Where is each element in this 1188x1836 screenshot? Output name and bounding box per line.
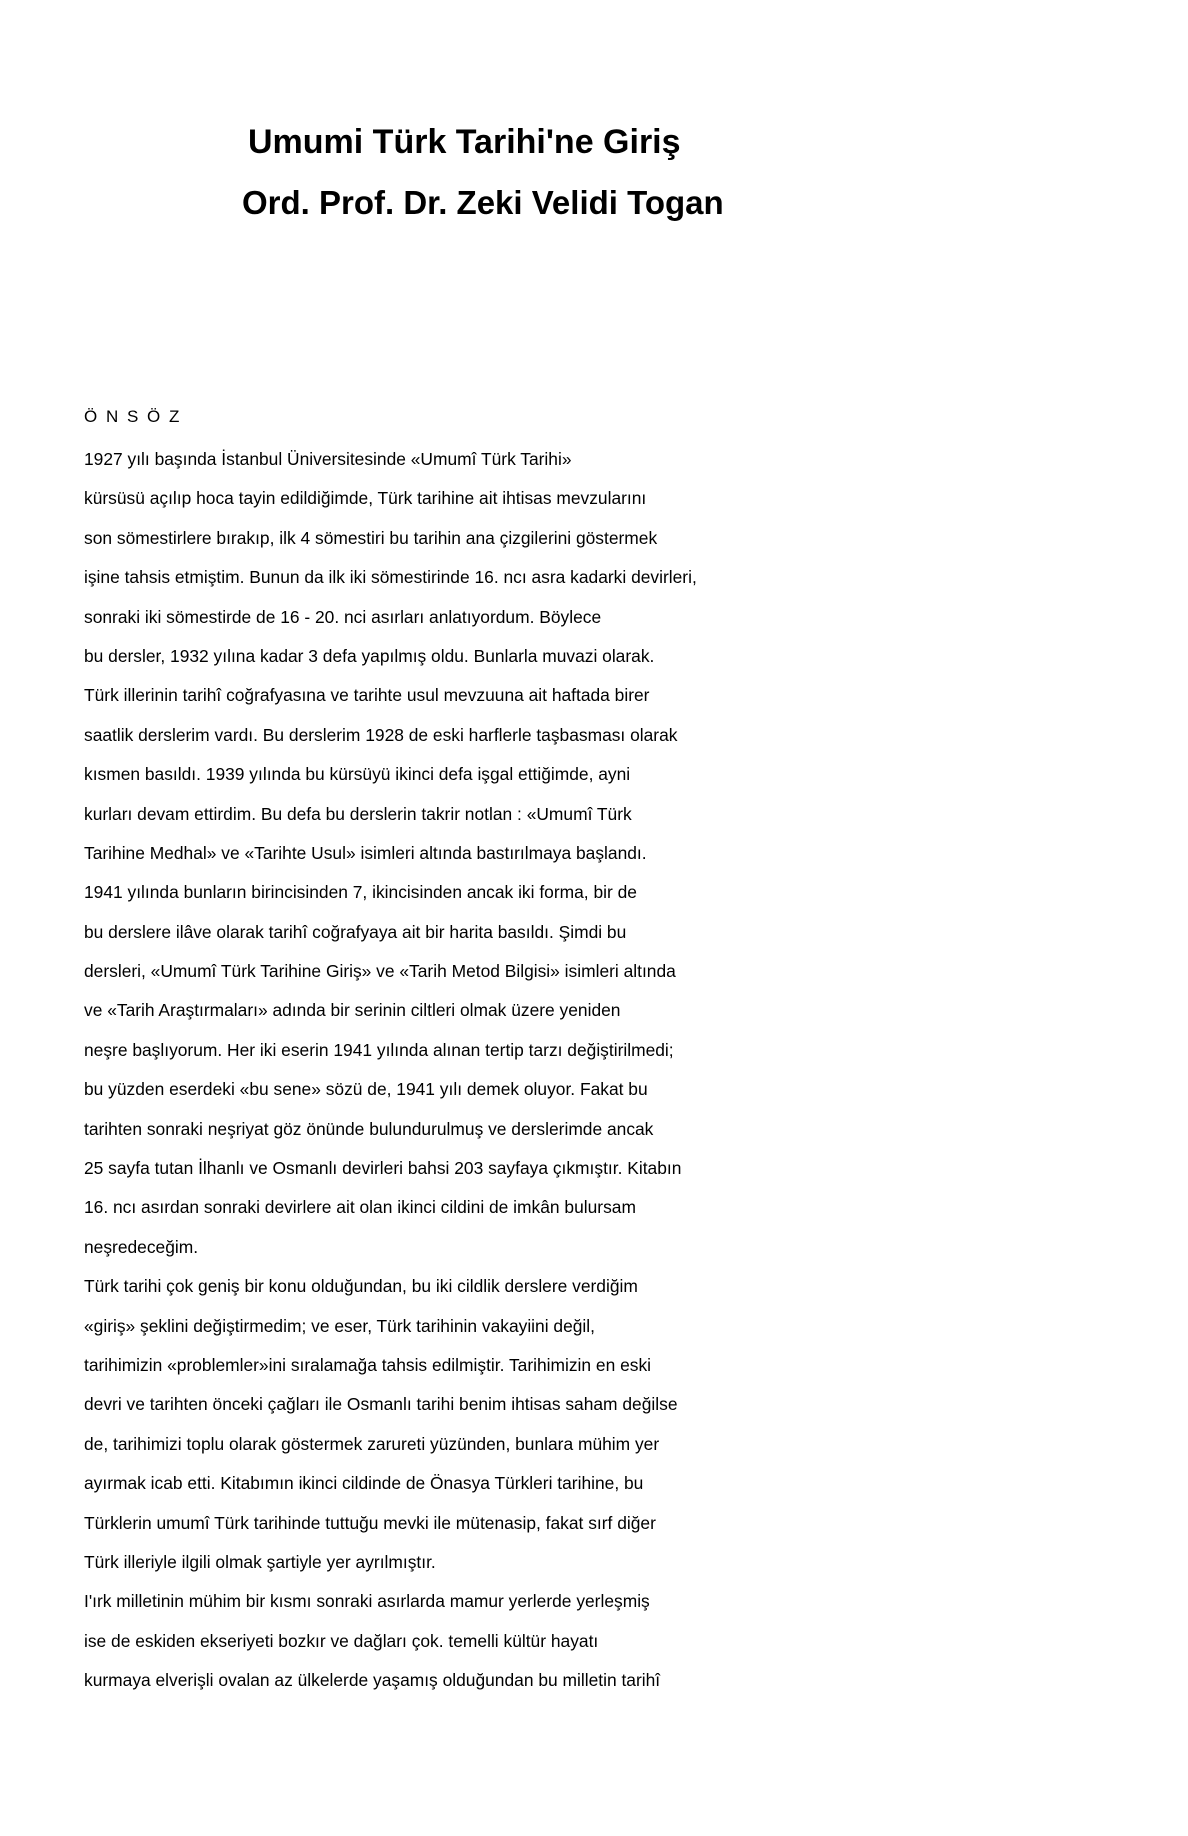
body-text: [84, 440, 1104, 1701]
text-line: Türk illeriyle ilgili olmak şartiyle yer ayrılmıştır.: [84, 1551, 436, 1572]
text-line: bu dersler, 1932 yılına kadar 3 defa yapılmış oldu. Bunlarla muvazi olarak.: [84, 645, 655, 666]
document-author: Ord. Prof. Dr. Zeki Velidi Togan: [242, 184, 724, 221]
text-line: kısmen basıldı. 1939 yılında bu kürsüyü ikinci defa işgal ettiğimde, ayni: [84, 764, 631, 785]
text-line: saatlik derslerim vardı. Bu derslerim 1928 de eski harflerle taşbasması olarak: [84, 724, 678, 745]
text-line: neşre başlıyorum. Her iki eserin 1941 yılında alınan tertip tarzı değiştirilmedi;: [84, 1039, 674, 1060]
text-line: işine tahsis etmiştim. Bunun da ilk iki sömestirinde 16. ncı asra kadarki devirleri,: [84, 567, 697, 588]
text-line: neşredeceğim.: [84, 1236, 199, 1257]
document-title: Umumi Türk Tarihi'ne Giriş: [248, 123, 681, 161]
text-line: Türk illerinin tarihî coğrafyasına ve tarihte usul mevzuuna ait haftada birer: [84, 685, 650, 706]
text-line: Türklerin umumî Türk tarihinde tuttuğu mevki ile mütenasip, fakat sırf diğer: [84, 1512, 656, 1533]
text-line: son sömestirlere bırakıp, ilk 4 sömestiri bu tarihin ana çizgilerini göstermek: [84, 527, 658, 548]
text-line: devri ve tarihten önceki çağları ile Osmanlı tarihi benim ihtisas saham değilse: [84, 1394, 678, 1415]
section-heading: Ö N S Ö Z: [84, 407, 182, 426]
text-line: kurmaya elverişli ovalan az ülkelerde yaşamış olduğundan bu milletin tarihî: [84, 1670, 661, 1691]
text-line: de, tarihimizi toplu olarak göstermek zarureti yüzünden, bunlara mühim yer: [84, 1433, 660, 1454]
text-line: kürsüsü açılıp hoca tayin edildiğimde, Türk tarihine ait ihtisas mevzularını: [84, 488, 647, 509]
text-line: tarihten sonraki neşriyat göz önünde bulundurulmuş ve derslerimde ancak: [84, 1118, 654, 1139]
text-line: bu yüzden eserdeki «bu sene» sözü de, 1941 yılı demek oluyor. Fakat bu: [84, 1079, 648, 1100]
text-line: Tarihine Medhal» ve «Tarihte Usul» isimleri altında bastırılmaya başlandı.: [84, 842, 647, 863]
text-line: 16. ncı asırdan sonraki devirlere ait olan ikinci cildini de imkân bulursam: [84, 1197, 636, 1218]
text-line: 25 sayfa tutan İlhanlı ve Osmanlı devirleri bahsi 203 sayfaya çıkmıştır. Kitabın: [84, 1158, 682, 1179]
text-line: bu derslere ilâve olarak tarihî coğrafyaya ait bir harita basıldı. Şimdi bu: [84, 921, 627, 942]
text-line: kurları devam ettirdim. Bu defa bu derslerin takrir notlan : «Umumî Türk: [84, 803, 632, 824]
text-line: ise de eskiden ekseriyeti bozkır ve dağları çok. temelli kültür hayatı: [84, 1630, 599, 1651]
text-line: Türk tarihi çok geniş bir konu olduğundan, bu iki cildlik derslere verdiğim: [84, 1276, 638, 1297]
text-line: tarihimizin «problemler»ini sıralamağa tahsis edilmiştir. Tarihimizin en eski: [84, 1354, 652, 1375]
text-line: dersleri, «Umumî Türk Tarihine Giriş» ve «Tarih Metod Bilgisi» isimleri altında: [84, 961, 676, 982]
text-line: «giriş» şeklini değiştirmedim; ve eser, Türk tarihinin vakayiini değil,: [84, 1315, 595, 1336]
text-line: ve «Tarih Araştırmaları» adında bir serinin ciltleri olmak üzere yeniden: [84, 1000, 621, 1021]
text-line: sonraki iki sömestirde de 16 - 20. nci asırları anlatıyordum. Böylece: [84, 606, 602, 627]
text-line: 1927 yılı başında İstanbul Üniversitesinde «Umumî Türk Tarihi»: [84, 449, 572, 469]
text-line: 1941 yılında bunların birincisinden 7, ikincisinden ancak iki forma, bir de: [84, 882, 637, 903]
text-line: ayırmak icab etti. Kitabımın ikinci cildinde de Önasya Türkleri tarihine, bu: [84, 1473, 644, 1494]
text-line: I'ırk milletinin mühim bir kısmı sonraki asırlarda mamur yerlerde yerleşmiş: [84, 1591, 650, 1612]
